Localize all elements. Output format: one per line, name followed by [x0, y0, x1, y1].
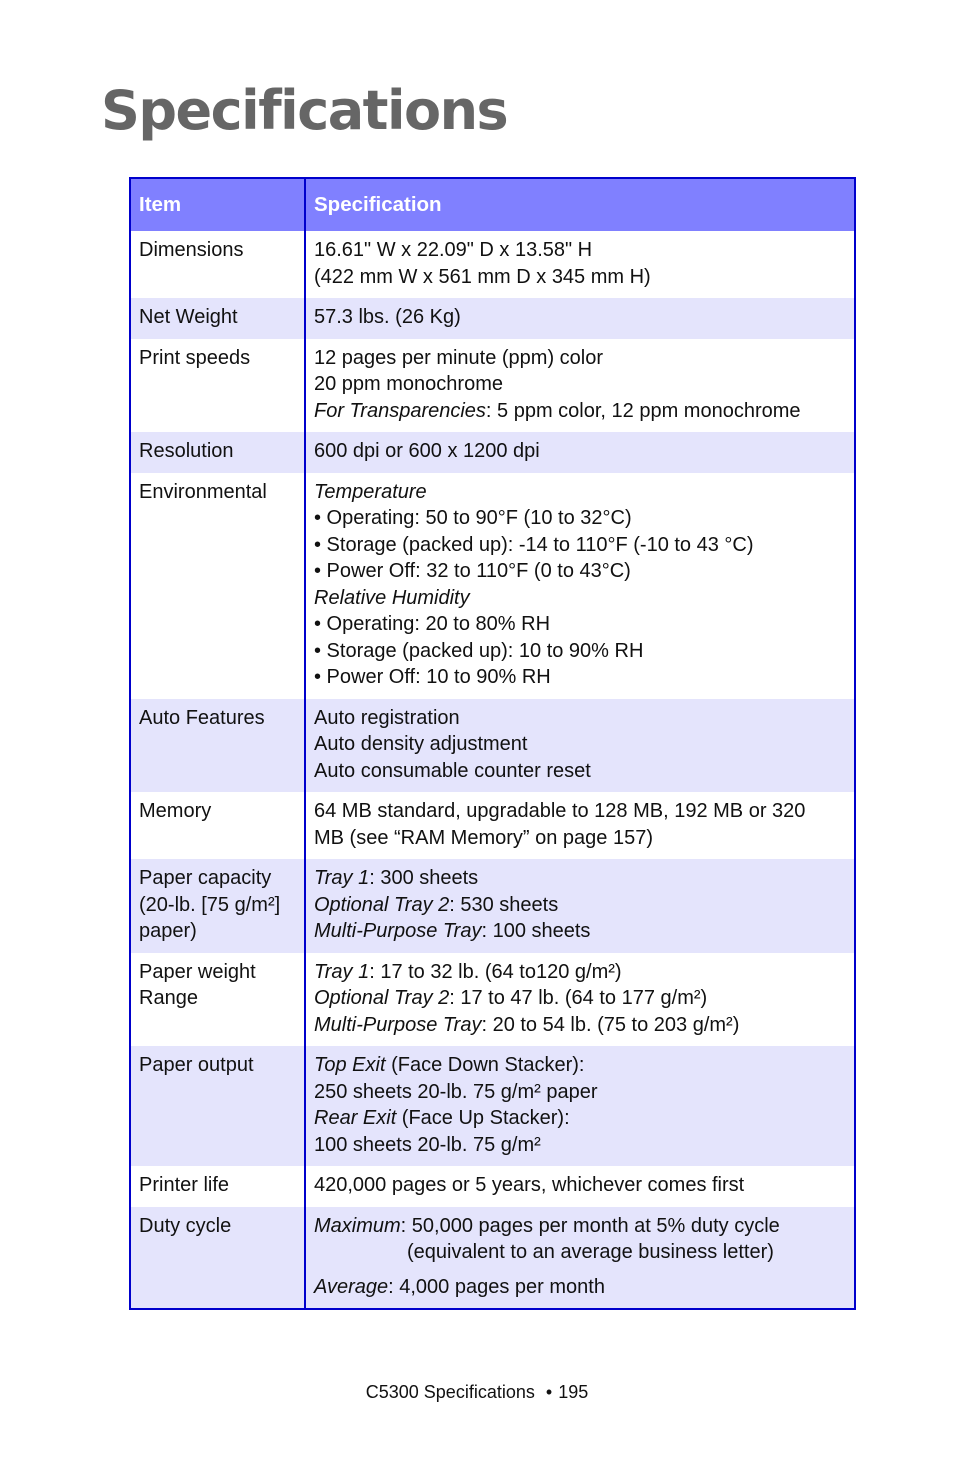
item-cell — [130, 473, 305, 699]
spec-line — [314, 664, 846, 691]
item-cell — [130, 859, 305, 953]
spec-line — [314, 892, 846, 919]
footer-section-title: C5300 Specifications — [365, 1382, 535, 1402]
item-label: Resolution — [139, 440, 234, 462]
spec-line — [314, 1079, 846, 1106]
specification-cell — [305, 339, 855, 433]
spec-text: : 50,000 pages per month at 5% duty cycle — [400, 1214, 780, 1237]
spec-emphasis: Multi-Purpose Tray — [314, 1013, 482, 1036]
spec-line — [314, 798, 846, 825]
spec-emphasis: For Transparencies — [314, 399, 486, 422]
item-label: Dimensions — [139, 239, 244, 261]
spec-text: : 17 to 47 lb. (64 to 177 g/m²) — [449, 987, 708, 1009]
spec-line — [314, 1105, 846, 1132]
spec-line — [314, 918, 846, 945]
spec-text: : 5 ppm color, 12 ppm monochrome — [485, 399, 801, 422]
item-label: Paper weight — [139, 960, 256, 983]
spec-line — [314, 1132, 846, 1159]
item-label: Paper capacity — [139, 867, 272, 889]
spec-text: • Power Off: 32 to 110°F (0 to 43°C) — [314, 560, 631, 582]
table-row — [130, 859, 855, 953]
spec-emphasis: Tray 1 — [314, 867, 370, 889]
specification-cell — [305, 699, 855, 793]
spec-text: Auto density adjustment — [314, 733, 528, 755]
column-header-item: Item — [130, 178, 305, 231]
spec-line — [314, 1213, 846, 1240]
spec-line — [314, 371, 846, 398]
specification-cell — [305, 1207, 855, 1310]
spec-line — [314, 345, 846, 372]
table-row — [130, 792, 855, 859]
item-cell — [130, 1166, 305, 1207]
spec-text: : 20 to 54 lb. (75 to 203 g/m²) — [481, 1013, 740, 1036]
spec-emphasis: Top Exit — [314, 1054, 386, 1076]
spec-line — [314, 611, 846, 638]
item-label: Printer life — [139, 1174, 230, 1196]
spec-emphasis: Relative Humidity — [314, 586, 470, 609]
table-row — [130, 1166, 855, 1207]
specifications-table — [129, 177, 856, 1310]
spec-text: MB (see “RAM Memory” on page 157) — [314, 826, 654, 849]
spec-line — [314, 1239, 846, 1266]
item-cell — [130, 953, 305, 1047]
spec-emphasis: Optional Tray 2 — [314, 987, 450, 1009]
spec-line — [314, 264, 846, 291]
spec-text: (equivalent to an average business letter) — [407, 1241, 774, 1263]
spec-emphasis: Optional Tray 2 — [314, 893, 450, 916]
spec-line — [314, 758, 846, 785]
spec-text: 16.61" W x 22.09" D x 13.58" H — [314, 239, 593, 261]
spec-line — [314, 825, 846, 852]
specification-cell — [305, 792, 855, 859]
specification-cell — [305, 473, 855, 699]
specification-cell — [305, 1166, 855, 1207]
spec-emphasis: Temperature — [314, 480, 427, 503]
spec-emphasis: Maximum — [314, 1214, 401, 1237]
spec-line — [314, 532, 846, 559]
item-label: Environmental — [139, 480, 267, 503]
spec-text: : 300 sheets — [369, 867, 479, 889]
item-cell — [130, 1207, 305, 1310]
spec-text: • Storage (packed up): -14 to 110°F (-10 to 43 °C) — [314, 533, 754, 556]
item-label: Paper output — [139, 1054, 254, 1076]
footer-bullet: • — [545, 1382, 553, 1402]
table-row — [130, 953, 855, 1047]
spec-emphasis: Multi-Purpose Tray — [314, 920, 482, 942]
item-label: (20-lb. [75 g/m²] — [139, 893, 281, 916]
spec-line — [314, 1012, 846, 1039]
spec-text: : 4,000 pages per month — [388, 1275, 605, 1298]
spec-line — [314, 505, 846, 532]
spec-text: Auto consumable counter reset — [314, 759, 591, 782]
spec-line — [314, 865, 846, 892]
spec-line — [314, 638, 846, 665]
table-row — [130, 298, 855, 339]
spec-text: 20 ppm monochrome — [314, 373, 503, 395]
spec-text: 12 pages per minute (ppm) color — [314, 346, 604, 369]
item-label: Print speeds — [139, 346, 251, 369]
item-cell — [130, 792, 305, 859]
spec-line — [314, 479, 846, 506]
spec-line — [314, 398, 846, 425]
specification-cell — [305, 859, 855, 953]
spec-text: : 17 to 32 lb. (64 to120 g/m²) — [369, 960, 622, 983]
spec-emphasis: Average — [314, 1275, 389, 1298]
item-label: paper) — [139, 920, 197, 942]
spec-line — [314, 304, 846, 331]
table-row — [130, 473, 855, 699]
item-label: Range — [139, 987, 198, 1009]
item-cell — [130, 231, 305, 298]
spec-emphasis: Rear Exit — [314, 1107, 397, 1129]
page-footer — [0, 1382, 954, 1403]
item-cell — [130, 339, 305, 433]
spec-text: • Power Off: 10 to 90% RH — [314, 666, 551, 688]
specification-cell — [305, 1046, 855, 1166]
item-label: Memory — [139, 800, 212, 822]
specification-cell — [305, 298, 855, 339]
spec-text: (422 mm W x 561 mm D x 345 mm H) — [314, 265, 651, 288]
spec-text: (Face Down Stacker): — [385, 1054, 585, 1076]
spec-line — [314, 558, 846, 585]
item-cell — [130, 1046, 305, 1166]
item-cell — [130, 699, 305, 793]
table-row — [130, 1207, 855, 1310]
spec-line — [314, 1274, 846, 1301]
spec-line — [314, 585, 846, 612]
spec-line — [314, 438, 846, 465]
spec-text: (Face Up Stacker): — [396, 1107, 570, 1129]
spec-text: 57.3 lbs. (26 Kg) — [314, 306, 461, 328]
spec-line — [314, 959, 846, 986]
specification-cell — [305, 231, 855, 298]
table-header-row — [130, 178, 855, 231]
item-cell — [130, 432, 305, 473]
spec-line — [314, 731, 846, 758]
page-title: Specifications — [101, 79, 508, 142]
spec-line — [314, 1172, 846, 1199]
spec-text: • Operating: 20 to 80% RH — [314, 613, 551, 635]
table-row — [130, 339, 855, 433]
specification-cell — [305, 953, 855, 1047]
table-body — [130, 231, 855, 1309]
page-number: 195 — [558, 1382, 589, 1402]
spec-text: 64 MB standard, upgradable to 128 MB, 192 MB or 320 — [314, 800, 806, 822]
spec-line — [314, 985, 846, 1012]
item-cell — [130, 298, 305, 339]
item-label: Net Weight — [139, 306, 238, 328]
table-row — [130, 231, 855, 298]
table-row — [130, 1046, 855, 1166]
spec-text: Auto registration — [314, 706, 460, 729]
spec-emphasis: Tray 1 — [314, 960, 370, 983]
spec-text: 600 dpi or 600 x 1200 dpi — [314, 440, 540, 462]
spec-line — [314, 237, 846, 264]
spec-line — [314, 1052, 846, 1079]
spec-text: 420,000 pages or 5 years, whichever comes first — [314, 1174, 745, 1196]
spec-text: 250 sheets 20-lb. 75 g/m² paper — [314, 1080, 598, 1103]
table-row — [130, 699, 855, 793]
spec-text: 100 sheets 20-lb. 75 g/m² — [314, 1133, 541, 1156]
item-label: Duty cycle — [139, 1214, 232, 1237]
spec-text: • Storage (packed up): 10 to 90% RH — [314, 639, 644, 662]
column-header-specification: Specification — [305, 178, 855, 231]
item-label: Auto Features — [139, 706, 265, 729]
spec-text: • Operating: 50 to 90°F (10 to 32°C) — [314, 507, 632, 529]
table-row — [130, 432, 855, 473]
spec-text: : 100 sheets — [481, 920, 591, 942]
spec-text: : 530 sheets — [449, 893, 559, 916]
specification-cell — [305, 432, 855, 473]
spec-line — [314, 705, 846, 732]
